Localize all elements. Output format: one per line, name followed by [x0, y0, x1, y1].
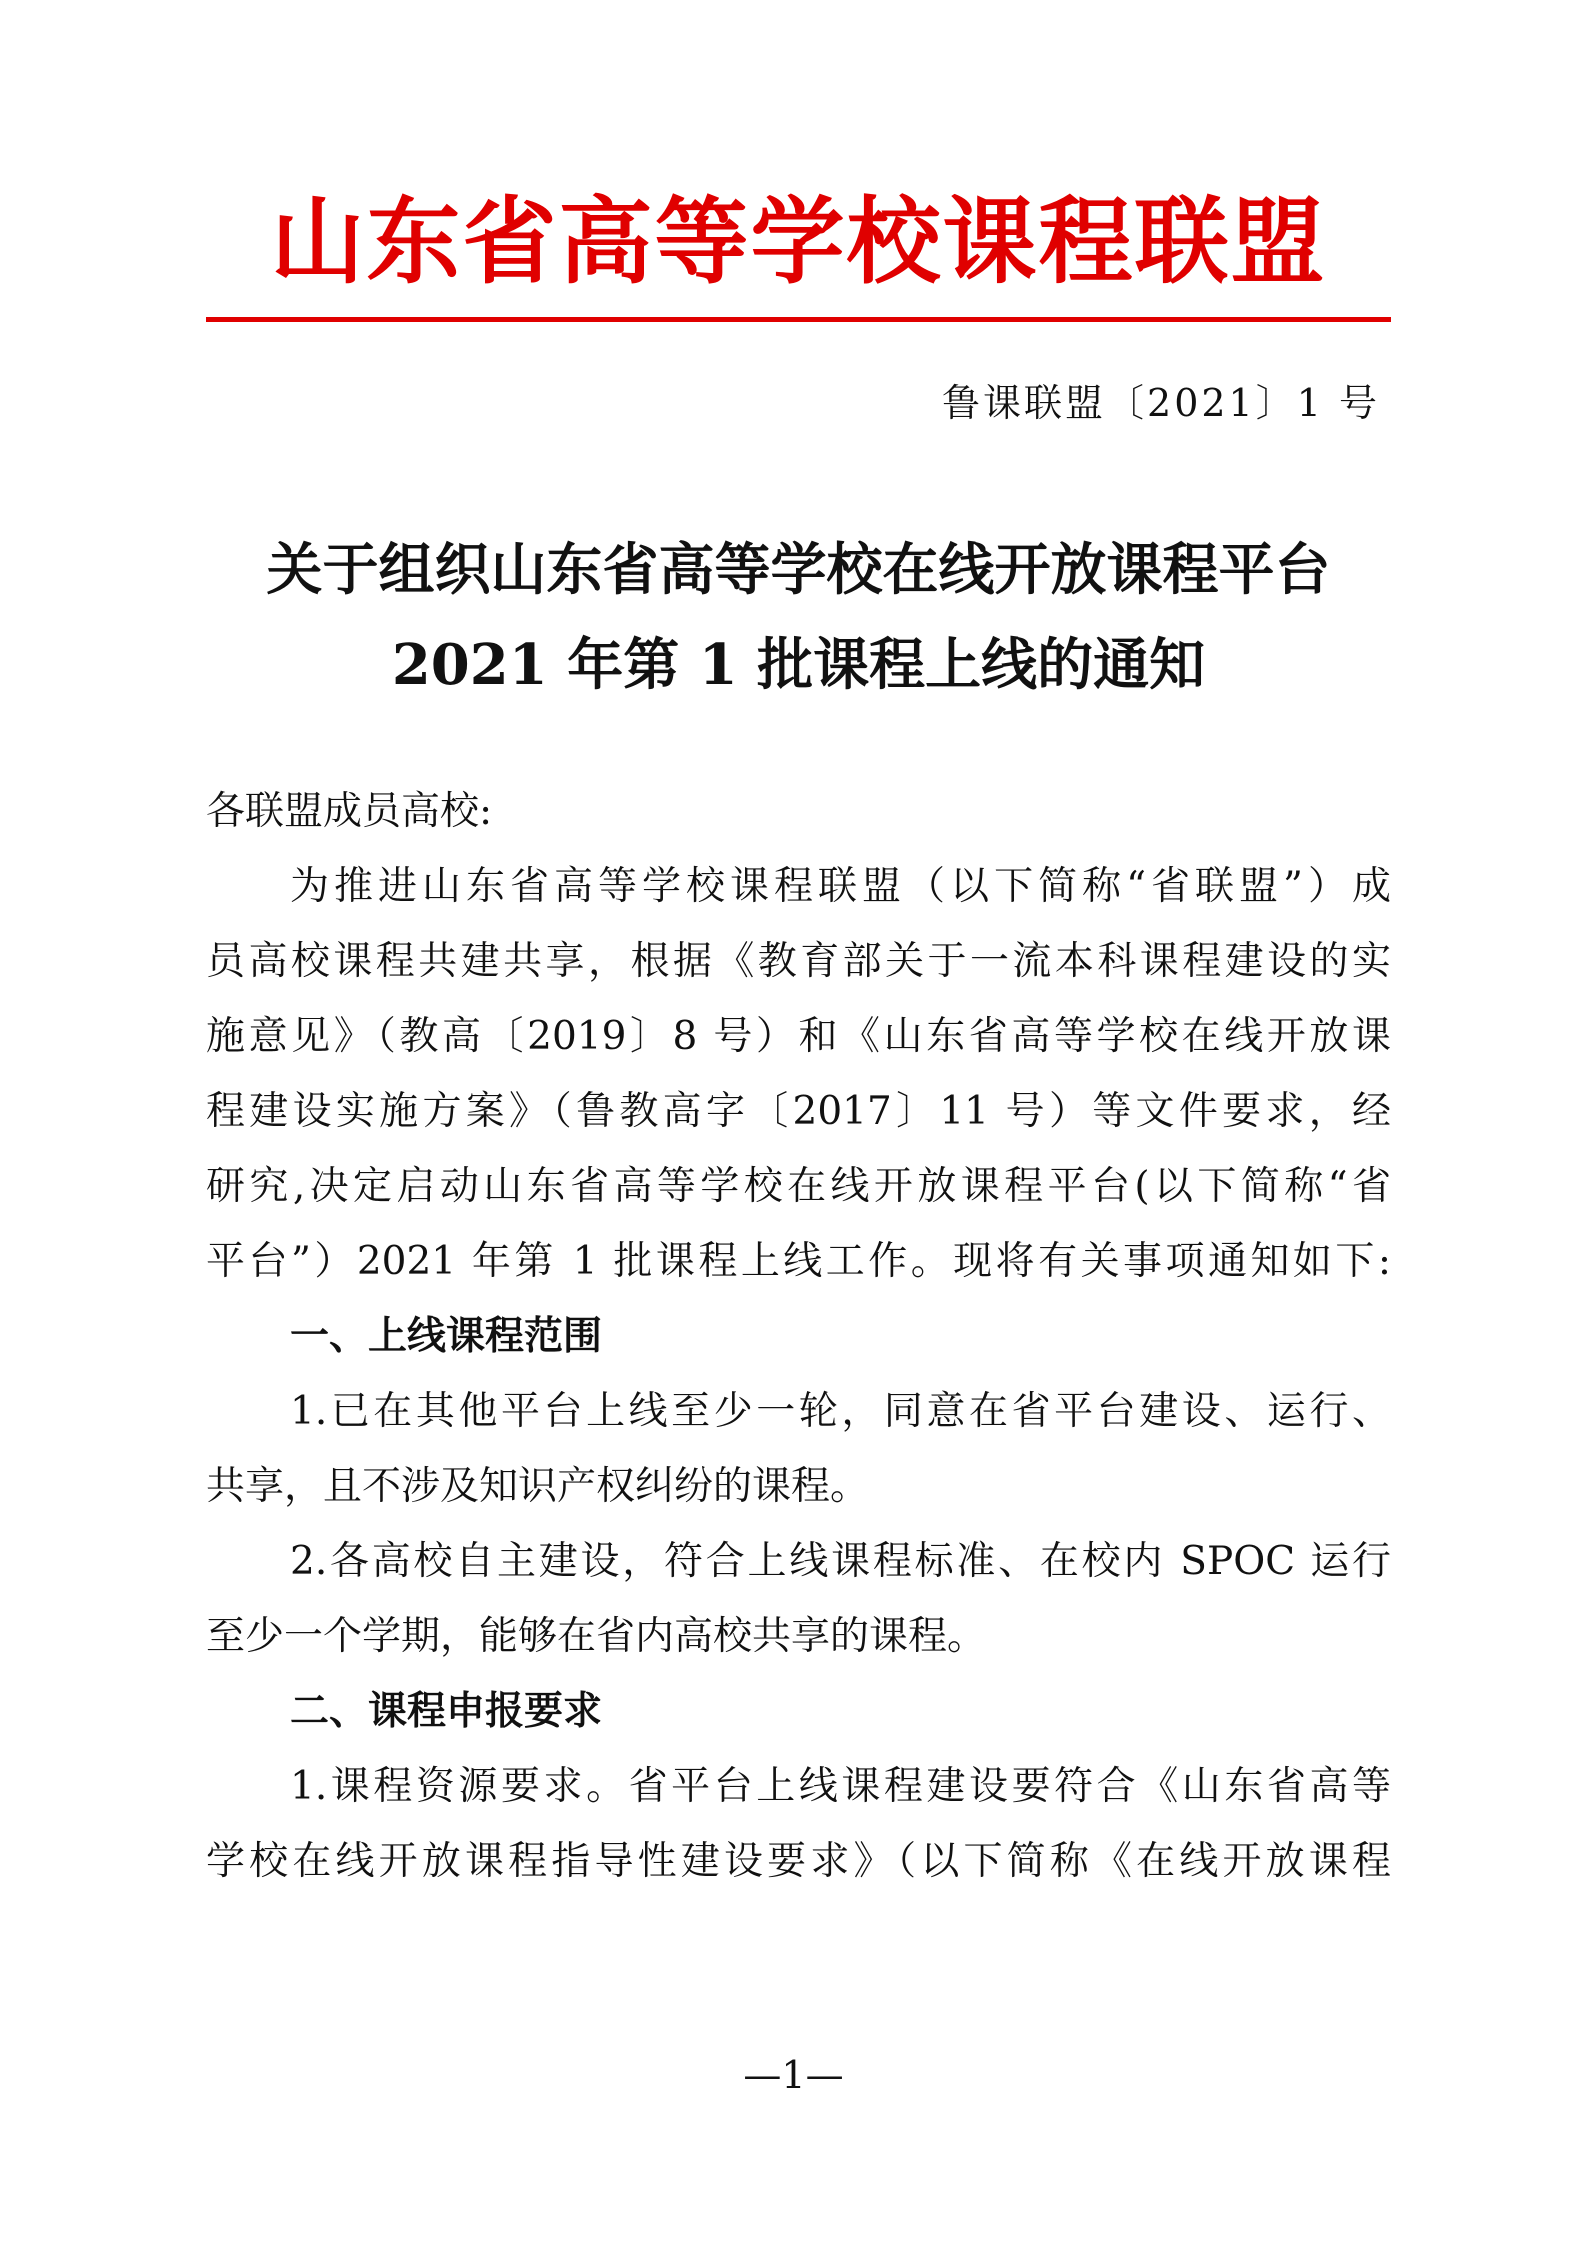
document-title-line-2: 2021 年第 1 批课程上线的通知 [391, 632, 1206, 698]
page-number: —1— [743, 2053, 844, 2097]
list-item-line: 共享，且不涉及知识产权纠纷的课程。 [206, 1464, 870, 1509]
document-title-line-1: 关于组织山东省高等学校在线开放课程平台 [266, 537, 1331, 603]
paragraph-line: 为推进山东省高等学校课程联盟（以下简称“省联盟”）成 [290, 864, 1391, 909]
section-heading-scope: 一、上线课程范围 [290, 1314, 603, 1359]
document-body [206, 774, 1391, 1899]
letterhead-divider [206, 317, 1391, 322]
list-item-line: 学校在线开放课程指导性建设要求》（以下简称《在线开放课程 [206, 1839, 1391, 1884]
list-item-line: 1.课程资源要求。省平台上线课程建设要符合《山东省高等 [290, 1764, 1391, 1809]
paragraph-line: 施意见》（教高〔2019〕8 号）和《山东省高等学校在线开放课 [206, 1014, 1391, 1059]
salutation: 各联盟成员高校: [206, 789, 493, 834]
paragraph-line: 程建设实施方案》（鲁教高字〔2017〕11 号）等文件要求，经 [206, 1089, 1391, 1134]
paragraph-line: 平台”）2021 年第 1 批课程上线工作。现将有关事项通知如下: [206, 1239, 1391, 1284]
paragraph-line: 员高校课程共建共享，根据《教育部关于一流本科课程建设的实 [206, 939, 1391, 984]
letterhead-title: 山东省高等学校课程联盟 [270, 188, 1327, 297]
document-number: 鲁课联盟〔2021〕1 号 [942, 381, 1380, 425]
section-heading-requirements: 二、课程申报要求 [290, 1689, 603, 1734]
list-item-line: 至少一个学期，能够在省内高校共享的课程。 [206, 1614, 987, 1659]
list-item-line: 2.各高校自主建设，符合上线课程标准、在校内 SPOC 运行 [290, 1539, 1391, 1584]
list-item-line: 1.已在其他平台上线至少一轮，同意在省平台建设、运行、 [290, 1389, 1391, 1434]
paragraph-line: 研究,决定启动山东省高等学校在线开放课程平台(以下简称“省 [206, 1164, 1391, 1209]
